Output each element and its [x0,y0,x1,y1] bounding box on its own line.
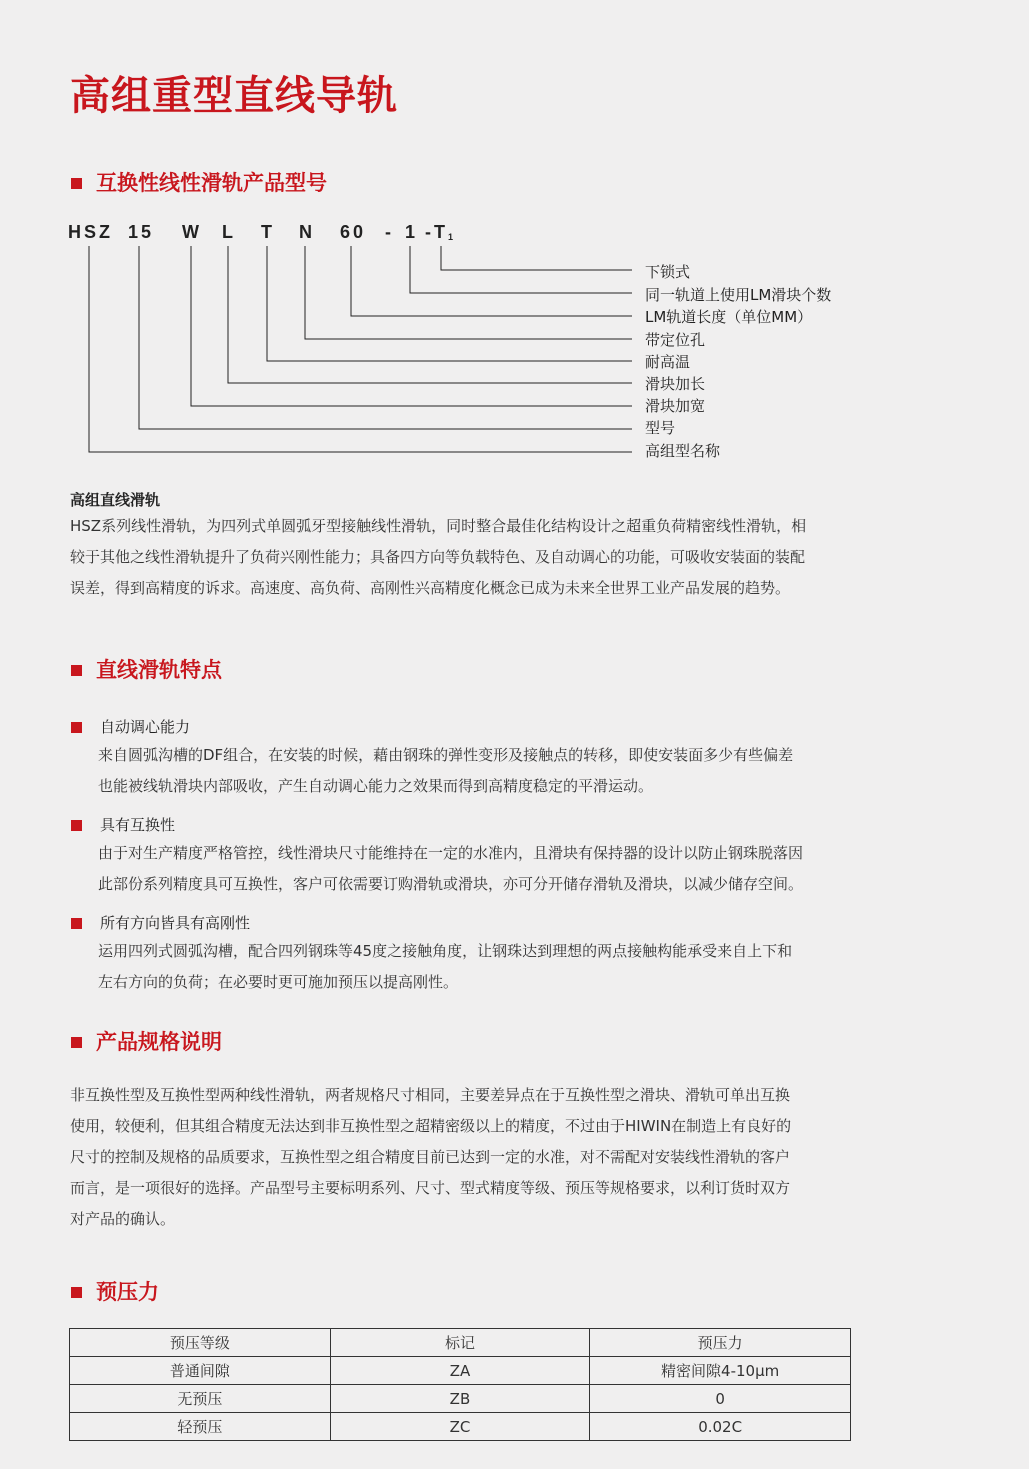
code-wide: W [182,222,202,242]
feature-description [98,838,858,900]
leader-line-lock [441,246,632,270]
table-cell: 轻预压 [70,1413,331,1441]
table-row [70,1413,851,1441]
legend-heat: 耐高温 [645,353,691,371]
intro-paragraph [70,511,860,604]
legend-wide: 滑块加宽 [645,397,706,415]
feature-title [70,716,190,738]
code-lock-main: -T [425,222,448,242]
code-locating-hole: N [299,222,315,242]
code-dash: - [385,222,394,242]
feature-title [70,814,175,836]
table-row [70,1385,851,1413]
feature-title-label: 具有互换性 [100,816,176,834]
legend-long: 滑块加长 [645,375,706,393]
leader-line-length [351,246,632,316]
preload-table [69,1328,851,1441]
table-cell: 精密间隙4-10μm [590,1357,851,1385]
spec-line: 使用，较便利，但其组合精度无法达到非互换性型之超精密级以上的精度，不过由于HIWIN在制造上有良好的 [70,1117,792,1135]
section-heading-label: 预压力 [96,1280,159,1304]
table-cell: 无预压 [70,1385,331,1413]
feature-line: 来自圆弧沟槽的DF组合，在安装的时候，藉由钢珠的弹性变形及接触点的转移，即使安装面多少有些偏差 [98,746,794,764]
red-square-bullet-icon [71,1287,82,1298]
table-header-cell: 预压力 [590,1329,851,1357]
spec-line: 尺寸的控制及规格的品质要求，互换性型之组合精度目前已达到一定的水准，对不需配对安装线性滑轨的客户 [70,1148,791,1166]
code-long: L [222,222,236,242]
code-block-count: 1 [405,222,419,242]
table-cell: ZA [330,1357,590,1385]
spec-line: 对产品的确认。 [70,1210,176,1228]
red-square-bullet-icon [71,1037,82,1048]
table-header-cell: 标记 [330,1329,590,1357]
feature-line: 左右方向的负荷；在必要时更可施加预压以提高刚性。 [98,973,459,991]
section-heading-label: 直线滑轨特点 [96,658,222,682]
section-heading-label: 互换性线性滑轨产品型号 [96,171,327,195]
table-cell: 普通间隙 [70,1357,331,1385]
intro-heading: 高组直线滑轨 [70,491,161,509]
feature-description [98,936,858,998]
intro-line: 误差，得到高精度的诉求。高速度、高负荷、高刚性兴高精度化概念已成为未来全世界工业产品发展的趋势。 [70,579,791,597]
table-cell: ZB [330,1385,590,1413]
table-header-cell: 预压等级 [70,1329,331,1357]
intro-line: HSZ系列线性滑轨，为四列式单圆弧牙型接触线性滑轨，同时整合最佳化结构设计之超重负荷精密线性滑轨，相 [70,517,807,535]
leader-line-size [139,246,632,429]
table-header-row [70,1329,851,1357]
legend-series: 高组型名称 [645,442,721,460]
table-cell: ZC [330,1413,590,1441]
red-square-bullet-icon [71,918,82,929]
section-heading-features [70,656,222,684]
legend-locating-hole: 带定位孔 [645,331,706,349]
table-row [70,1357,851,1385]
feature-title-label: 所有方向皆具有高刚性 [100,914,251,932]
feature-line: 运用四列式圆弧沟槽，配合四列钢珠等45度之接触角度，让钢珠达到理想的两点接触构能承受来自上下和 [98,942,793,960]
page-title: 高组重型直线导轨 [70,73,398,119]
legend-size: 型号 [645,419,676,437]
spec-line: 非互换性型及互换性型两种线性滑轨，两者规格尺寸相同，主要差异点在于互换性型之滑块、滑轨可单出互换 [70,1086,791,1104]
red-square-bullet-icon [71,665,82,676]
section-heading-preload [70,1278,159,1306]
code-lock-subscript: 1 [448,232,454,242]
code-heat: T [261,222,275,242]
intro-line: 较于其他之线性滑轨提升了负荷兴刚性能力；具备四方向等负载特色、及自动调心的功能，可吸收安装面的装配 [70,548,806,566]
feature-title-label: 自动调心能力 [100,718,191,736]
feature-description [98,740,858,802]
leader-line-long [228,246,632,383]
leader-line-series [89,246,632,452]
feature-line: 此部份系列精度具可互换性，客户可依需要订购滑轨或滑块，亦可分开储存滑轨及滑块，以减少储存空间。 [98,875,804,893]
code-size: 15 [128,222,155,242]
code-series: HSZ [68,222,113,242]
feature-line: 也能被线轨滑块内部吸收，产生自动调心能力之效果而得到高精度稳定的平滑运动。 [98,777,654,795]
leader-line-heat [267,246,632,361]
feature-title [70,912,250,934]
red-square-bullet-icon [71,820,82,831]
table-cell: 0.02C [590,1413,851,1441]
legend-length: LM轨道长度（单位MM） [645,308,813,326]
model-code-diagram [0,0,1029,470]
feature-line: 由于对生产精度严格管控，线性滑块尺寸能维持在一定的水准内，且滑块有保持器的设计以防止钢珠脱落因 [98,844,804,862]
legend-lock: 下锁式 [645,263,691,281]
code-length: 60 [340,222,367,242]
legend-block-count: 同一轨道上使用LM滑块个数 [645,286,832,304]
spec-paragraph [70,1080,860,1235]
table-cell: 0 [590,1385,851,1413]
red-square-bullet-icon [71,722,82,733]
spec-line: 而言，是一项很好的选择。产品型号主要标明系列、尺寸、型式精度等级、预压等规格要求，以利订货时双方 [70,1179,791,1197]
section-heading-spec [70,1028,222,1056]
section-heading-label: 产品规格说明 [96,1030,222,1054]
